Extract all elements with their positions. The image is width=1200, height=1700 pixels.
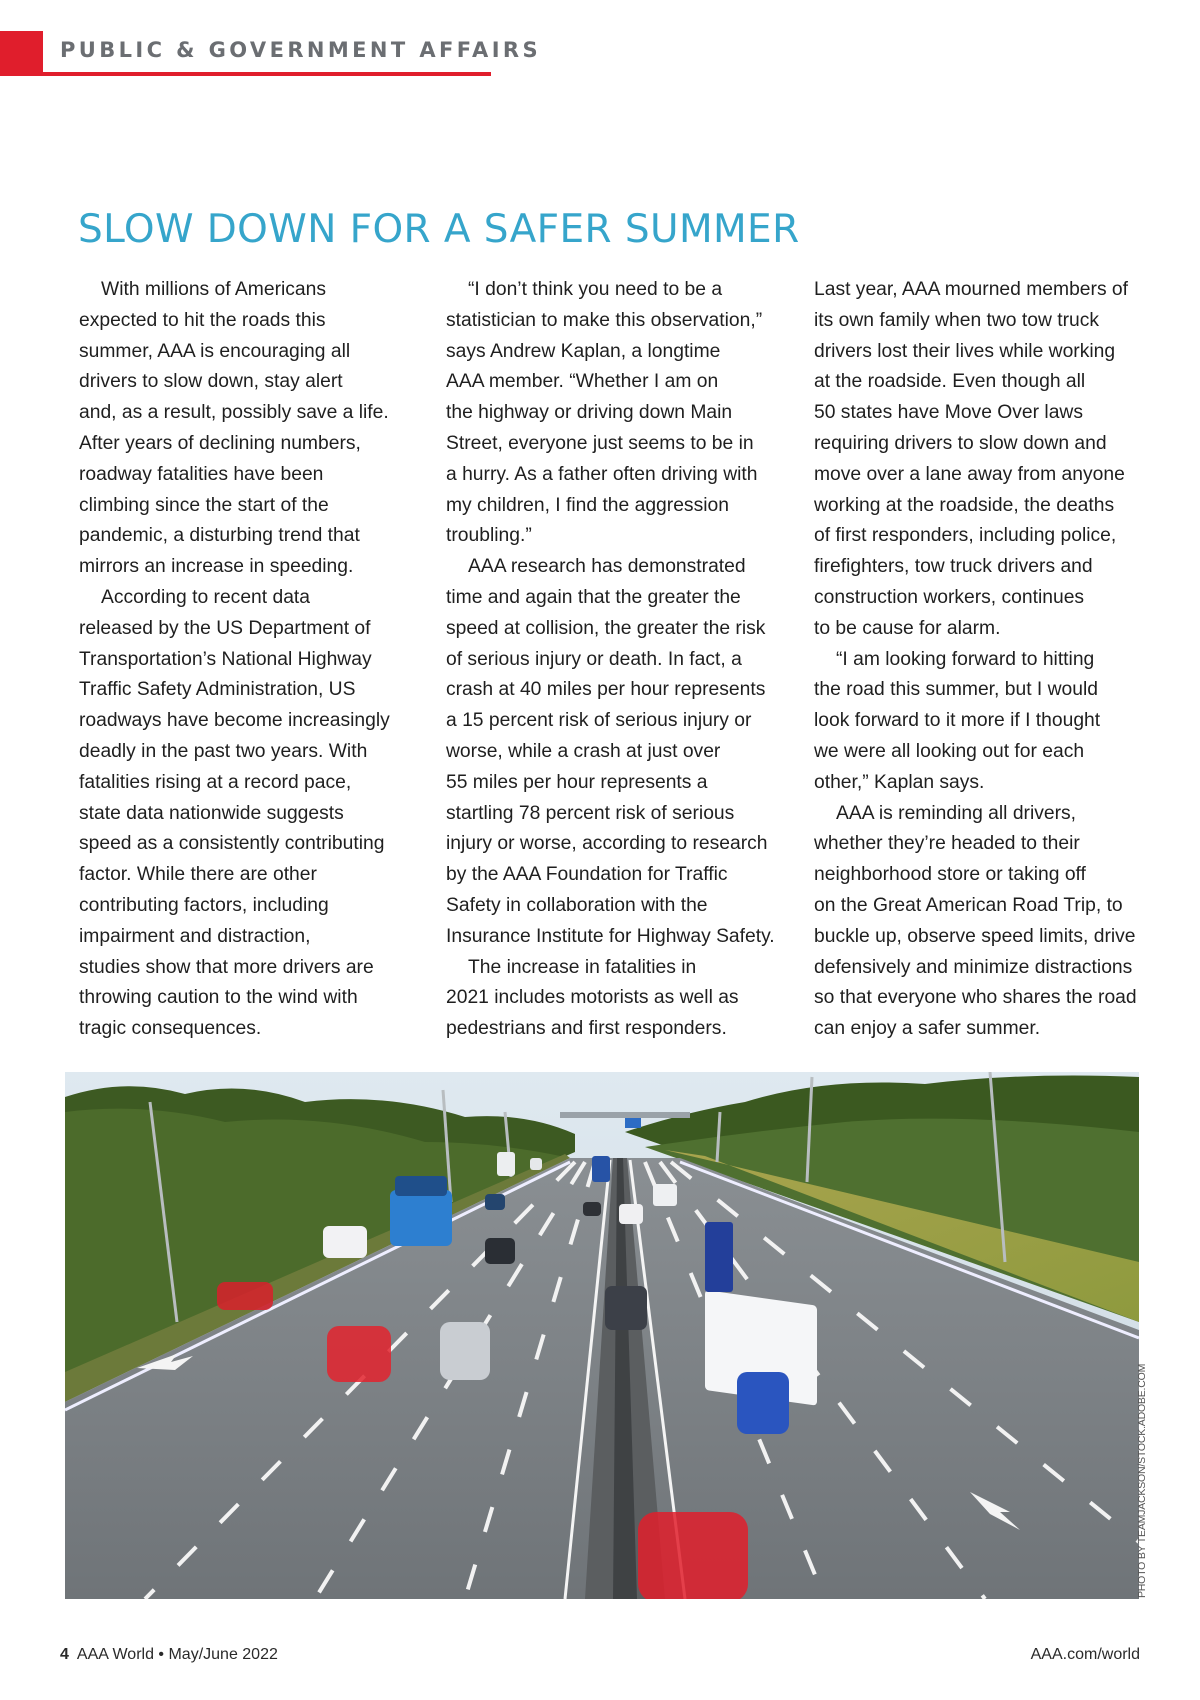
footer-publication: [60, 1646, 278, 1664]
text-line: 50 states have Move Over laws: [814, 402, 1083, 424]
text-line: pandemic, a disturbing trend that: [79, 525, 360, 547]
text-line: climbing since the start of the: [79, 494, 329, 516]
text-line: factor. While there are other: [79, 864, 317, 886]
text-line: and, as a result, possibly save a life.: [79, 402, 389, 424]
text-line: on the Great American Road Trip, to: [814, 894, 1123, 916]
text-line: neighborhood store or taking off: [814, 864, 1086, 886]
article-paragraph: [79, 583, 409, 1045]
text-line: speed as a consistently contributing: [79, 833, 385, 855]
text-line: at the roadside. Even though all: [814, 371, 1086, 393]
text-line: The increase in fatalities in: [468, 956, 697, 978]
text-line: defensively and minimize distractions: [814, 956, 1133, 978]
text-line: statistician to make this observation,”: [446, 309, 763, 331]
section-accent-tab: [0, 31, 43, 76]
page-number: 4: [60, 1646, 69, 1663]
text-line: move over a lane away from anyone: [814, 463, 1125, 485]
article-paragraph: [446, 552, 776, 952]
footer-url[interactable]: AAA.com/world: [1030, 1646, 1140, 1663]
text-line: other,” Kaplan says.: [814, 771, 985, 793]
text-line: Safety in collaboration with the: [446, 894, 708, 916]
text-line: its own family when two tow truck: [814, 309, 1100, 331]
text-line: of first responders, including police,: [814, 525, 1117, 547]
highway-photo: [65, 1072, 1139, 1599]
text-line: “I am looking forward to hitting: [836, 648, 1095, 670]
article-paragraph: [814, 799, 1144, 1045]
article-paragraph: [446, 275, 776, 552]
text-line: firefighters, tow truck drivers and: [814, 556, 1093, 578]
text-line: drivers to slow down, stay alert: [79, 371, 343, 393]
text-line: we were all looking out for each: [814, 740, 1085, 762]
text-line: AAA is reminding all drivers,: [836, 802, 1077, 824]
text-line: Last year, AAA mourned members of: [814, 279, 1129, 300]
text-line: drivers lost their lives while working: [814, 340, 1116, 362]
text-line: by the AAA Foundation for Traffic: [446, 864, 728, 886]
text-line: deadly in the past two years. With: [79, 740, 368, 762]
article-paragraph: [814, 645, 1144, 799]
text-line: the highway or driving down Main: [446, 402, 733, 424]
text-line: a hurry. As a father often driving with: [446, 463, 758, 485]
text-line: whether they’re headed to their: [814, 833, 1080, 855]
text-line: worse, while a crash at just over: [446, 740, 721, 762]
text-line: After years of declining numbers,: [79, 432, 361, 454]
text-line: 55 miles per hour represents a: [446, 771, 708, 793]
text-line: buckle up, observe speed limits, drive: [814, 925, 1136, 947]
text-line: my children, I find the aggression: [446, 494, 729, 516]
text-line: so that everyone who shares the road: [814, 987, 1137, 1009]
section-label: PUBLIC & GOVERNMENT AFFAIRS: [60, 38, 542, 62]
text-line: the road this summer, but I would: [814, 679, 1099, 701]
article-headline: SLOW DOWN FOR A SAFER SUMMER: [78, 207, 800, 252]
text-line: troubling.”: [446, 525, 532, 547]
text-line: fatalities rising at a record pace,: [79, 771, 352, 793]
text-line: summer, AAA is encouraging all: [79, 340, 351, 362]
text-line: tragic consequences.: [79, 1018, 262, 1040]
text-line: of serious injury or death. In fact, a: [446, 648, 742, 670]
text-line: AAA research has demonstrated: [468, 556, 746, 578]
text-line: can enjoy a safer summer.: [814, 1018, 1041, 1040]
text-line: contributing factors, including: [79, 894, 329, 916]
text-line: to be cause for alarm.: [814, 617, 1001, 639]
text-line: Street, everyone just seems to be in: [446, 432, 754, 454]
text-line: released by the US Department of: [79, 617, 371, 639]
text-line: “I don’t think you need to be a: [468, 279, 723, 300]
text-line: Transportation’s National Highway: [79, 648, 372, 670]
text-line: AAA member. “Whether I am on: [446, 371, 719, 393]
text-line: startling 78 percent risk of serious: [446, 802, 735, 824]
text-line: roadways have become increasingly: [79, 710, 390, 732]
text-line: look forward to it more if I thought: [814, 710, 1101, 732]
text-line: 2021 includes motorists as well as: [446, 987, 739, 1009]
text-line: pedestrians and first responders.: [446, 1018, 727, 1040]
article-column-1: [79, 275, 409, 1045]
text-line: says Andrew Kaplan, a longtime: [446, 340, 721, 362]
text-line: speed at collision, the greater the risk: [446, 617, 766, 639]
text-line: impairment and distraction,: [79, 925, 311, 947]
text-line: throwing caution to the wind with: [79, 987, 358, 1009]
article-paragraph: [446, 953, 776, 1045]
photo-credit: PHOTO BY TEAMJACKSON/STOCK.ADOBE.COM: [1136, 1363, 1148, 1598]
text-line: With millions of Americans: [101, 279, 327, 300]
text-line: state data nationwide suggests: [79, 802, 344, 824]
text-line: working at the roadside, the deaths: [814, 494, 1115, 516]
text-line: construction workers, continues: [814, 586, 1085, 608]
section-underline: [43, 72, 491, 76]
text-line: expected to hit the roads this: [79, 309, 326, 331]
text-line: crash at 40 miles per hour represents: [446, 679, 766, 701]
article-column-2: [446, 275, 776, 1045]
text-line: requiring drivers to slow down and: [814, 432, 1107, 454]
text-line: Insurance Institute for Highway Safety.: [446, 925, 775, 947]
text-line: a 15 percent risk of serious injury or: [446, 710, 752, 732]
text-line: injury or worse, according to research: [446, 833, 768, 855]
text-line: mirrors an increase in speeding.: [79, 556, 354, 578]
text-line: roadway fatalities have been: [79, 463, 324, 485]
article-column-3: [814, 275, 1144, 1045]
text-line: studies show that more drivers are: [79, 956, 374, 978]
text-line: Traffic Safety Administration, US: [79, 679, 356, 701]
text-line: time and again that the greater the: [446, 586, 741, 608]
article-paragraph: [79, 275, 409, 583]
text-line: According to recent data: [101, 586, 311, 608]
article-paragraph: [814, 275, 1144, 645]
publication-info: AAA World • May/June 2022: [76, 1646, 278, 1663]
